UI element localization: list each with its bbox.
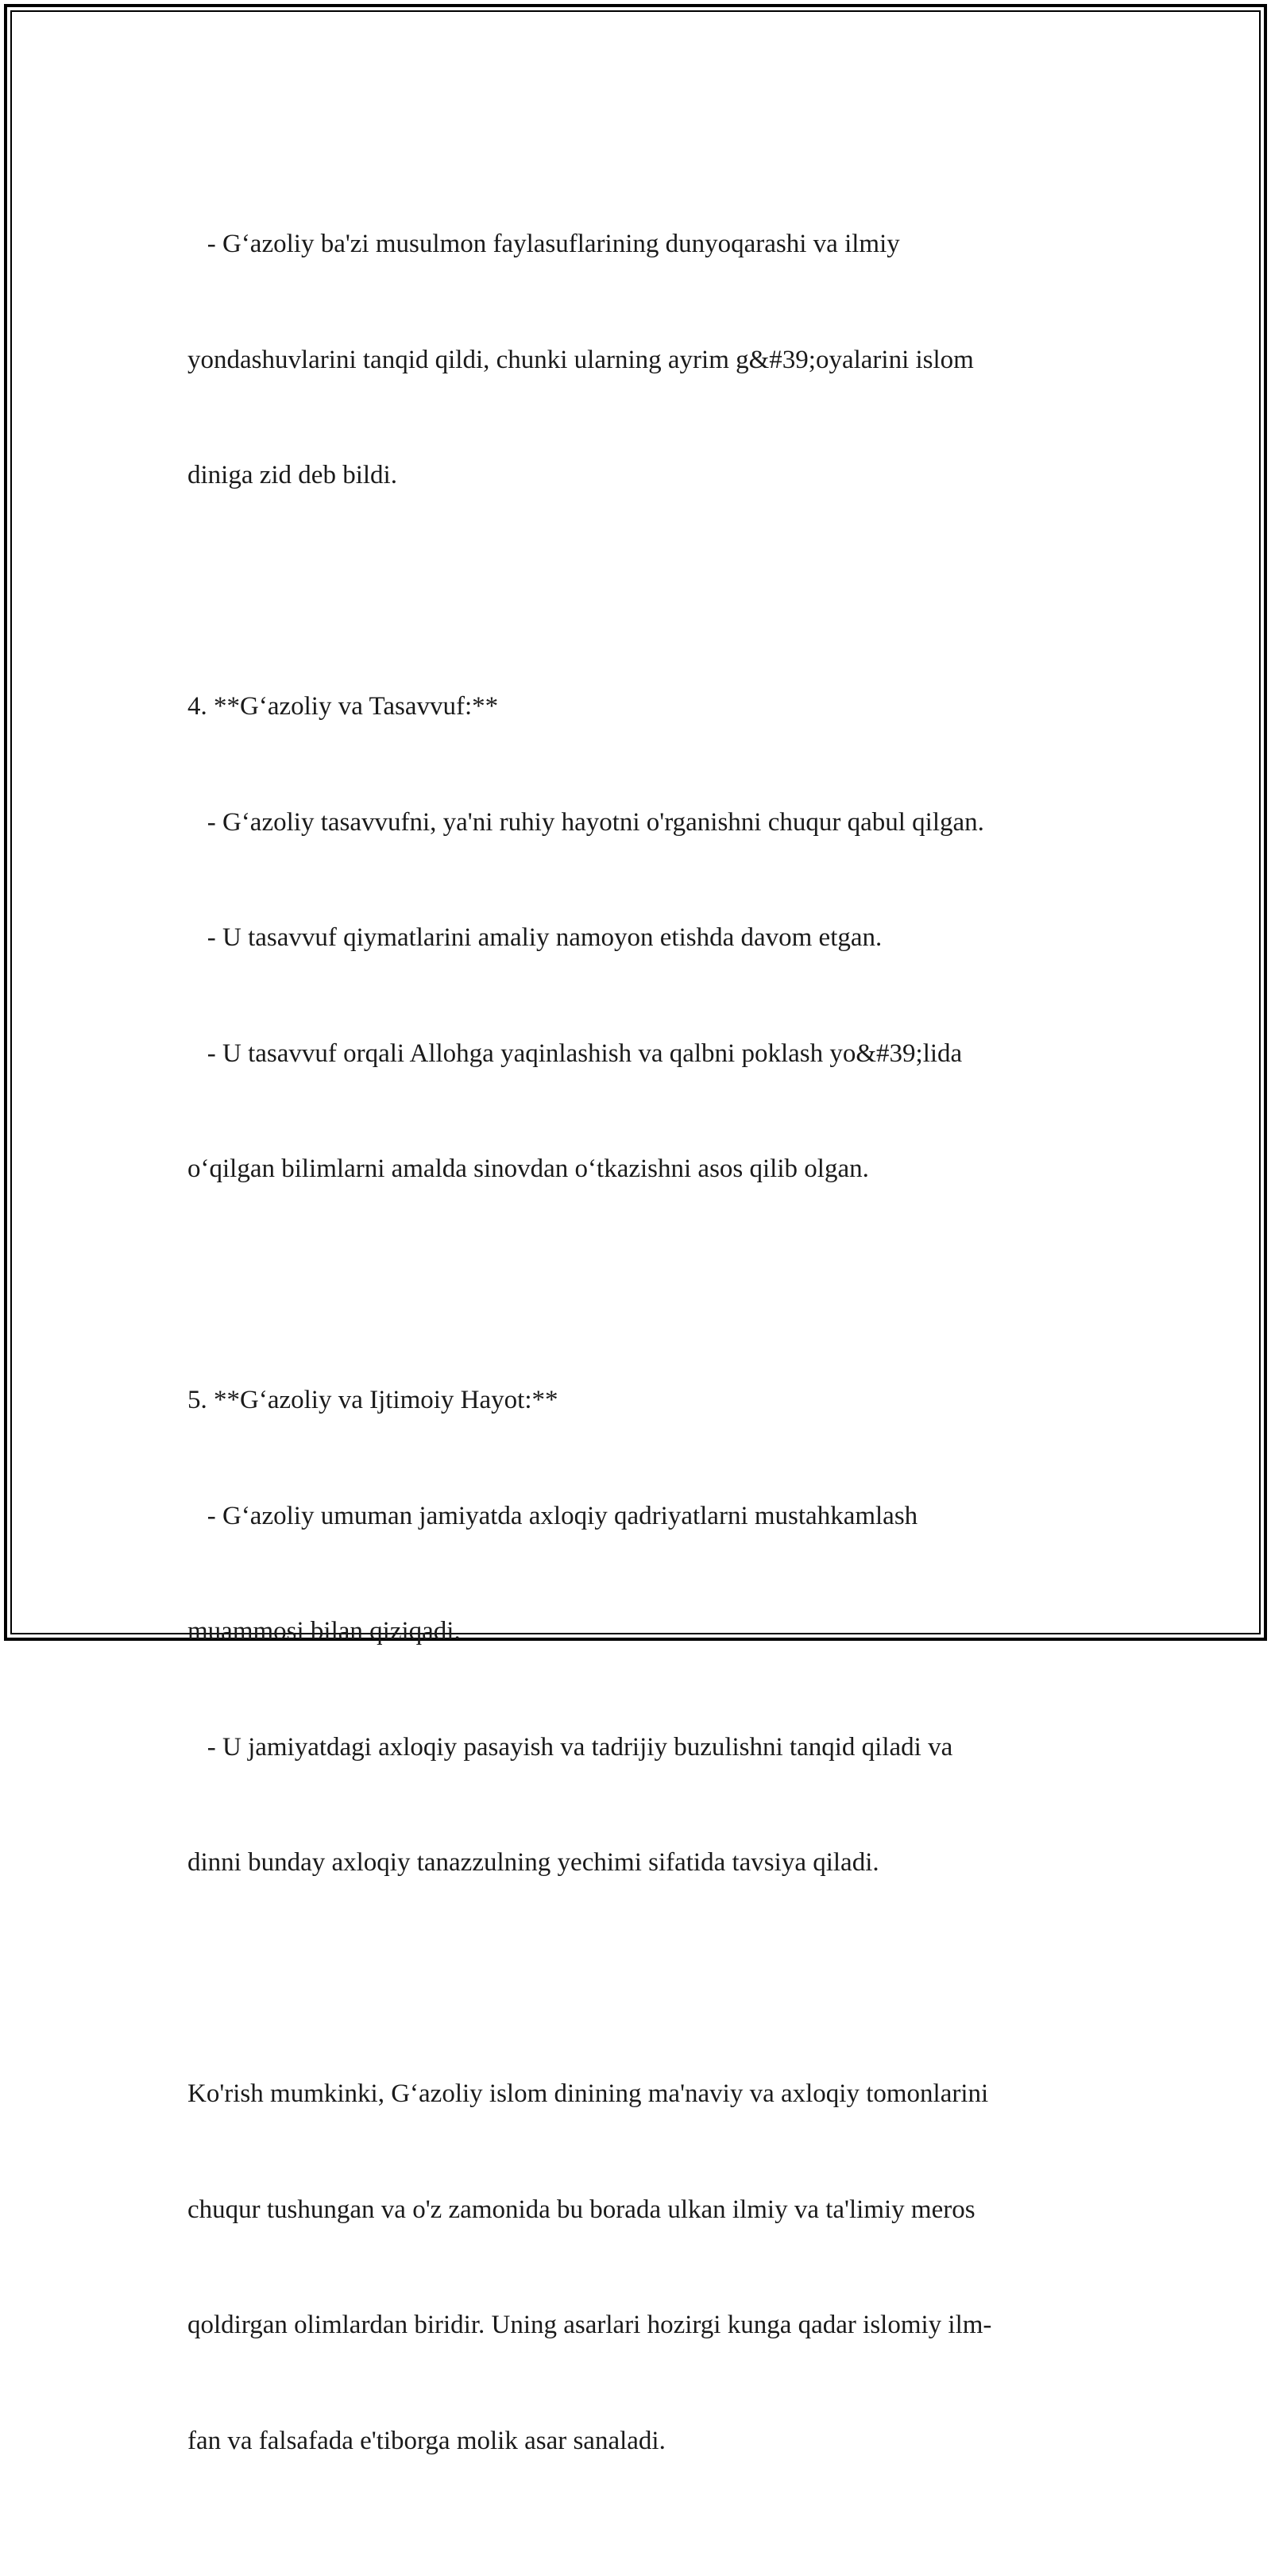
- text-line: - G‘azoliy ba'zi musulmon faylasuflarining dunyoqarashi va ilmiy: [187, 230, 900, 258]
- document-body: [187, 148, 1101, 2576]
- paragraph-conclusion: [187, 1998, 1101, 2537]
- section-heading: 5. **G‘azoliy va Ijtimoiy Hayot:**: [187, 1386, 558, 1414]
- text-line: - G‘azoliy tasavvufni, ya'ni ruhiy hayotni o'rganishni chuqur qabul qilgan.: [187, 807, 984, 837]
- text-line: Ko'rish mumkinki, G‘azoliy islom dinining ma'naviy va axloqiy tomonlarini: [187, 2079, 989, 2108]
- text-line: - U tasavvuf orqali Allohga yaqinlashish va qalbni poklash yo&#39;lida: [187, 1039, 963, 1068]
- text-line: chuqur tushungan va o'z zamonida bu borada ulkan ilmiy va ta'limiy meros: [187, 2195, 975, 2224]
- text-line: - G‘azoliy umuman jamiyatda axloqiy qadriyatlarni mustahkamlash: [187, 1501, 918, 1530]
- text-line: - U jamiyatdagi axloqiy pasayish va tadrijiy buzulishni tanqid qiladi va: [187, 1732, 953, 1762]
- text-line: o‘qilgan bilimlarni amalda sinovdan o‘tkazishni asos qilib olgan.: [187, 1155, 869, 1183]
- text-line: muammosi bilan qiziqadi.: [187, 1617, 461, 1646]
- text-line: fan va falsafada e'tiborga molik asar sanaladi.: [187, 2426, 666, 2455]
- paragraph-tasavvuf: [187, 610, 1101, 1266]
- paragraph-critique: [187, 148, 1101, 572]
- section-heading: 4. **G‘azoliy va Tasavvuf:**: [187, 692, 499, 721]
- paragraph-social-life: [187, 1304, 1101, 1959]
- text-line: diniga zid deb bildi.: [187, 461, 397, 489]
- text-line: yondashuvlarini tanqid qildi, chunki ularning ayrim g&#39;oyalarini islom: [187, 345, 974, 374]
- text-line: qoldirgan olimlardan biridir. Uning asarlari hozirgi kunga qadar islomiy ilm-: [187, 2311, 992, 2339]
- text-line: dinni bunday axloqiy tanazzulning yechimi sifatida tavsiya qiladi.: [187, 1848, 879, 1877]
- text-line: - U tasavvuf qiymatlarini amaliy namoyon etishda davom etgan.: [187, 923, 883, 952]
